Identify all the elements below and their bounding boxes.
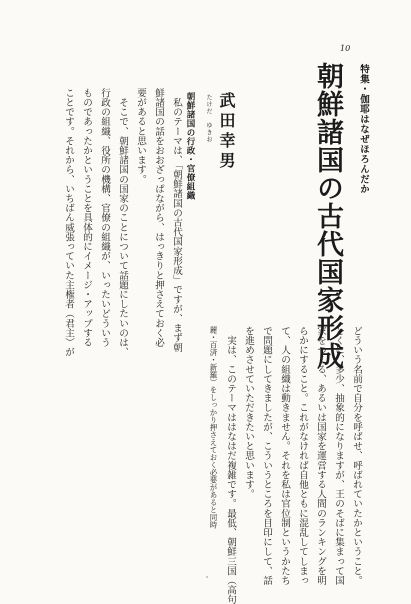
page-number: 10 [340,44,351,53]
text-line: て、人の組織は動きません。それを私は官位制というかたち [279,326,290,586]
text-line: 要があると思います。 [135,88,146,184]
text-line: らかにすること。これがなければ自他ともに混乱してしまっ [297,326,308,586]
text-line: 実は、このテーマははなはだ複雑です。最低、朝鮮三国（高句 [225,326,236,604]
author-name: 武田幸男 [217,92,236,172]
text-line: を進めさせていただきたいと思います。 [243,326,254,499]
series-label: 特集・伽耶はなぜほろんだか [358,64,369,194]
text-line: とくに、多少、抽象的になりますが、王のそばに集まって国 [333,326,344,586]
section-heading: 朝鮮諸国の行政・官僚組織 [185,92,195,200]
article-title: 朝鮮諸国の古代国家形成 [312,62,343,370]
text-line: 私のテーマは、「朝鮮諸国の古代国家形成」ですが、まず朝 [171,88,182,352]
text-line: ものであったかということを具体的にイメージ・アップする [81,88,92,348]
text-line: ことです。それから、いちばん威張っていた主権者（君主）が [63,88,74,357]
author-ruby-surname: たけだ [205,94,212,115]
text-line: 家をつくる、あるいは国家を運営する人間のランキングを明 [315,326,326,586]
scan-speck [206,576,208,578]
text-line: で問題にしてきましたが、こういうところを目印にして、話 [261,326,272,586]
text-line: 鮮諸国の話をおおざっぱながら、はっきりと押さえておく必 [153,88,164,348]
text-line: どういう名前で自分を呼ばせ、呼ばれていたかということ。 [351,326,362,586]
text-line: 麗・百済・新羅）をしっかり押さえておく必要があると同時 [209,326,218,529]
text-line: 行政の組織、役所の機構、官僚の組織が、いったいどういう [99,88,110,348]
author-ruby-given: ゆきお [205,122,212,143]
text-line: そこで、朝鮮諸国の国家のことについて話題にしたいのは、 [117,88,128,357]
